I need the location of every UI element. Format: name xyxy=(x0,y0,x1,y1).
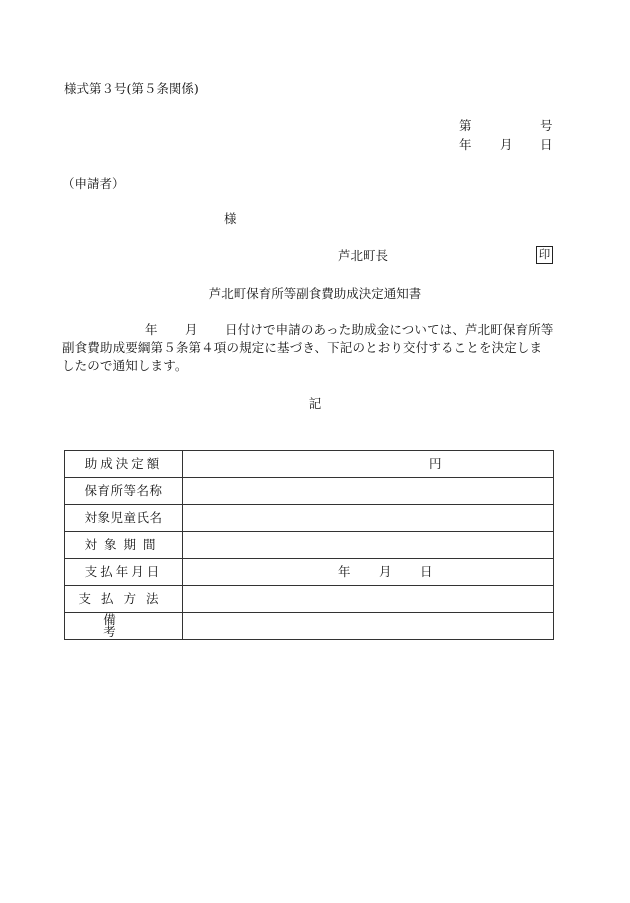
facility-name-field[interactable] xyxy=(183,478,554,505)
document-number-suffix: 号 xyxy=(540,118,553,133)
remarks-field[interactable] xyxy=(183,613,554,640)
ki-heading: 記 xyxy=(308,396,322,411)
table-row-target-period xyxy=(65,532,554,559)
issue-date-year: 年 xyxy=(459,137,472,152)
body-text-line-1: 日付けで申請のあった助成金については、芦北町保育所等 xyxy=(225,322,554,337)
seal-box: 印 xyxy=(536,246,553,264)
table-row-subsidy-amount xyxy=(65,451,554,478)
payment-year: 年 xyxy=(338,564,351,579)
row-label: 支払方法 xyxy=(65,586,183,613)
document-number-prefix: 第 xyxy=(459,118,472,133)
row-label: 助成決定額 xyxy=(65,451,183,478)
table-row-child-name xyxy=(65,505,554,532)
issuer-title: 芦北町長 xyxy=(338,248,389,263)
payment-month: 月 xyxy=(379,564,392,579)
body-date-year: 年 xyxy=(145,322,158,337)
issue-date-day: 日 xyxy=(540,137,553,152)
applicant-label: （申請者） xyxy=(62,176,125,191)
issue-date-month: 月 xyxy=(500,137,513,152)
payment-method-field[interactable] xyxy=(183,586,554,613)
row-label: 保育所等名称 xyxy=(65,478,183,505)
table-row-facility-name xyxy=(65,478,554,505)
form-number: 様式第３号(第５条関係) xyxy=(64,81,199,96)
subsidy-amount-field[interactable] xyxy=(183,451,554,478)
table-row-payment-date xyxy=(65,559,554,586)
row-label: 対象児童氏名 xyxy=(65,505,183,532)
row-label: 支払年月日 xyxy=(65,559,183,586)
table-row-payment-method xyxy=(65,586,554,613)
payment-date-field[interactable] xyxy=(183,559,554,586)
row-label: 備考 xyxy=(65,613,183,640)
payment-day: 日 xyxy=(420,564,433,579)
detail-table xyxy=(64,450,554,640)
child-name-field[interactable] xyxy=(183,505,554,532)
target-period-field[interactable] xyxy=(183,532,554,559)
body-text-line-3: したので通知します。 xyxy=(62,358,188,373)
document-title: 芦北町保育所等副食費助成決定通知書 xyxy=(208,286,422,301)
body-text-line-2: 副食費助成要綱第５条第４項の規定に基づき、下記のとおり交付することを決定しま xyxy=(62,340,543,355)
row-label: 対象期間 xyxy=(65,532,183,559)
table-row-remarks xyxy=(65,613,554,640)
body-date-month: 月 xyxy=(185,322,198,337)
yen-unit: 円 xyxy=(429,456,442,471)
honorific: 様 xyxy=(224,211,237,226)
